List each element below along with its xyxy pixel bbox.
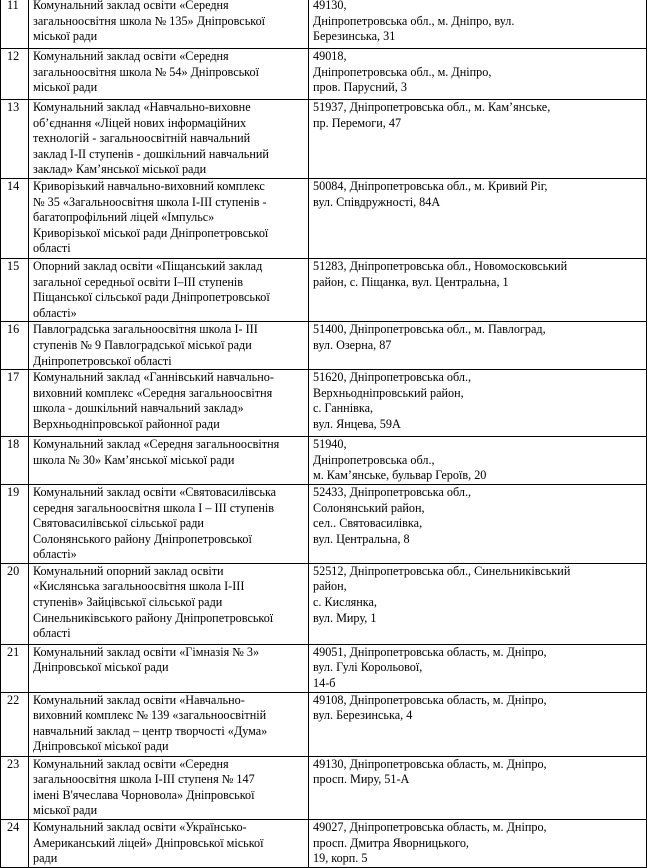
- school-address-line: 49051, Дніпропетровська область, м. Дніпро,: [313, 644, 547, 659]
- school-address-line: 49108, Дніпропетровська область, м. Дніпро,: [313, 692, 547, 707]
- school-address-line: пров. Парусний, 3: [313, 80, 407, 95]
- school-name-line: області: [33, 241, 71, 256]
- school-name-line: технологій - загальноосвітній навчальний: [33, 131, 251, 146]
- school-name-line: Павлоградська загальноосвітня школа І- ІІІ: [33, 322, 258, 337]
- school-name-line: області: [33, 626, 71, 641]
- school-name-line: Дніпровської міської ради: [33, 739, 169, 754]
- school-name-line: Комунальний заклад освіти «Середня: [33, 756, 229, 771]
- table-row: [1, 437, 647, 485]
- school-name-line: імені В'ячеслава Чорновола» Дніпровської: [33, 787, 255, 802]
- school-address-line: район, с. Піщанка, вул. Центральна, 1: [313, 274, 509, 289]
- school-name-line: Комунальний заклад освіти «Святовасилівська: [33, 484, 277, 499]
- table-row: [1, 370, 647, 437]
- school-name-line: № 35 «Загальноосвітня школа І-ІІІ ступенів -: [33, 194, 267, 209]
- school-address-cell: [309, 100, 647, 179]
- school-name-cell: [29, 756, 309, 819]
- school-address-line: Березинська, 31: [313, 29, 396, 44]
- table-row: [1, 484, 647, 563]
- school-name-line: виховний комплекс № 139 «загальноосвітній: [33, 708, 267, 723]
- school-address-line: Верхньодніпровський район,: [313, 385, 464, 400]
- school-address-line: вул. Співдружності, 84А: [313, 194, 441, 209]
- school-name-line: школа № 30» Кам’янської міської ради: [33, 452, 235, 467]
- school-address-line: м. Кам’янське, бульвар Героїв, 20: [313, 468, 487, 483]
- school-name-line: Криворізький навчально-виховний комплекс: [33, 178, 265, 193]
- school-address-cell: [309, 178, 647, 258]
- table-row: [1, 49, 647, 100]
- school-address-line: вул. Янцева, 59А: [313, 416, 401, 431]
- school-name-line: Американський ліцей» Дніпровської міської: [33, 835, 264, 850]
- row-number: 17: [1, 370, 29, 437]
- school-address-line: 19, корп. 5: [313, 851, 368, 866]
- school-address-line: район,: [313, 579, 347, 594]
- school-name-cell: [29, 692, 309, 756]
- school-name-line: Синельниківського району Дніпропетровської: [33, 610, 274, 625]
- table-row: [1, 820, 647, 868]
- table-row: [1, 692, 647, 756]
- school-name-line: Опорний заклад освіти «Піщанський заклад: [33, 258, 263, 273]
- school-address-line: 51283, Дніпропетровська обл., Новомосковський: [313, 258, 568, 273]
- school-address-line: вул. Гулі Корольової,: [313, 660, 423, 675]
- table-row: [1, 178, 647, 258]
- school-name-cell: [29, 437, 309, 485]
- school-name-line: середня загальноосвітня школа І – ІІІ ступенів: [33, 500, 275, 515]
- school-name-line: Дніпропетровської області: [33, 353, 172, 368]
- school-address-cell: [309, 370, 647, 437]
- row-number: 23: [1, 756, 29, 819]
- school-name-line: Криворізької міської ради Дніпропетровської: [33, 225, 269, 240]
- school-name-line: міської ради: [33, 803, 98, 818]
- row-number: 21: [1, 644, 29, 692]
- school-address-line: просп. Миру, 51-А: [313, 772, 410, 787]
- school-name-cell: [29, 820, 309, 868]
- school-name-line: Комунальний заклад освіти «Середня: [33, 49, 229, 63]
- school-address-line: 49130, Дніпропетровська область, м. Дніпро,: [313, 756, 547, 771]
- school-name-line: багатопрофільний ліцей «Імпульс»: [33, 210, 215, 225]
- school-address-cell: [309, 484, 647, 563]
- school-name-line: об’єднання «Ліцей нових інформаційних: [33, 115, 247, 130]
- table-row: [1, 644, 647, 692]
- school-address-line: Дніпропетровська обл., м. Дніпро,: [313, 64, 492, 79]
- school-address-cell: [309, 563, 647, 644]
- school-name-line: Комунальний заклад освіти «Навчально-: [33, 692, 245, 707]
- school-address-cell: [309, 49, 647, 100]
- school-address-cell: [309, 437, 647, 485]
- table-row: [1, 756, 647, 819]
- row-number: 18: [1, 437, 29, 485]
- school-address-line: 51620, Дніпропетровська обл.,: [313, 370, 472, 385]
- school-name-line: Святовасилівської сільської ради: [33, 516, 204, 531]
- school-name-line: області»: [33, 305, 77, 320]
- school-address-line: вул. Березинська, 4: [313, 708, 413, 723]
- school-name-line: ради: [33, 851, 58, 866]
- school-address-line: 49027, Дніпропетровська область, м. Дніпро,: [313, 820, 547, 835]
- school-address-line: 14-б: [313, 676, 336, 691]
- school-name-cell: [29, 100, 309, 179]
- school-address-cell: [309, 0, 647, 49]
- school-name-line: ступенів № 9 Павлоградської міської ради: [33, 337, 252, 352]
- school-address-cell: [309, 820, 647, 868]
- row-number: 20: [1, 563, 29, 644]
- table-row: [1, 100, 647, 179]
- school-address-line: вул. Центральна, 8: [313, 531, 410, 546]
- school-name-line: області»: [33, 547, 77, 562]
- school-address-cell: [309, 692, 647, 756]
- school-name-line: Комунальний опорний заклад освіти: [33, 563, 224, 578]
- school-name-line: міської ради: [33, 80, 98, 95]
- school-name-line: загальної середньої освіти І–ІІІ ступенів: [33, 274, 244, 289]
- school-address-line: Солонянський район,: [313, 500, 425, 515]
- school-name-line: Комунальний заклад освіти «Гімназія № 3»: [33, 644, 260, 659]
- school-address-line: Дніпропетровська обл., м. Дніпро, вул.: [313, 13, 515, 28]
- school-address-line: с. Ганнівка,: [313, 401, 374, 416]
- school-name-line: ступенів» Зайцівської сільської ради: [33, 595, 223, 610]
- row-number: 19: [1, 484, 29, 563]
- school-address-line: 52433, Дніпропетровська обл.,: [313, 484, 472, 499]
- school-name-cell: [29, 258, 309, 321]
- school-name-line: загальноосвітня школа № 135» Дніпровської: [33, 13, 266, 28]
- school-name-cell: [29, 484, 309, 563]
- table-row: [1, 322, 647, 370]
- school-name-line: Верхньодніпровської районної ради: [33, 416, 220, 431]
- row-number: 13: [1, 100, 29, 179]
- school-name-line: Комунальний заклад освіти «Середня: [33, 0, 229, 12]
- school-address-cell: [309, 756, 647, 819]
- school-address-line: вул. Озерна, 87: [313, 337, 392, 352]
- school-name-cell: [29, 644, 309, 692]
- row-number: 14: [1, 178, 29, 258]
- school-name-line: заклад I-II ступенів - дошкільний навчальний: [33, 146, 269, 161]
- school-name-cell: [29, 563, 309, 644]
- school-name-line: виховний комплекс «Середня загальноосвітня: [33, 385, 273, 400]
- row-number: 16: [1, 322, 29, 370]
- school-address-line: просп. Дмитра Яворницького,: [313, 835, 469, 850]
- school-name-line: загальноосвітня школа № 54» Дніпровської: [33, 64, 259, 79]
- school-name-line: Комунальний заклад «Навчально-виховне: [33, 100, 251, 114]
- school-address-line: 51400, Дніпропетровська обл., м. Павлоград,: [313, 322, 546, 337]
- school-name-line: міської ради: [33, 29, 98, 44]
- row-number: 22: [1, 692, 29, 756]
- school-name-line: Дніпровської міської ради: [33, 660, 169, 675]
- row-number: 15: [1, 258, 29, 321]
- school-name-line: «Кислянська загальноосвітня школа I-III: [33, 579, 245, 594]
- school-name-line: Піщанської сільської ради Дніпропетровської: [33, 290, 270, 305]
- row-number: 11: [1, 0, 29, 49]
- school-name-line: Солонянського району Дніпропетровської: [33, 531, 252, 546]
- school-name-line: Комунальний заклад освіти «Українсько-: [33, 820, 247, 835]
- table-row: [1, 563, 647, 644]
- table-row: [1, 0, 647, 49]
- school-address-line: 52512, Дніпропетровська обл., Синельниківський: [313, 563, 571, 578]
- school-name-line: школа - дошкільний навчальний заклад»: [33, 401, 244, 416]
- school-address-line: пр. Перемоги, 47: [313, 115, 402, 130]
- school-name-cell: [29, 49, 309, 100]
- school-name-cell: [29, 0, 309, 49]
- school-address-cell: [309, 644, 647, 692]
- school-name-cell: [29, 178, 309, 258]
- school-name-line: заклад» Кам’янської міської ради: [33, 162, 207, 177]
- school-name-line: загальноосвітня школа І-ІІІ ступеня № 147: [33, 772, 255, 787]
- school-address-line: 50084, Дніпропетровська обл., м. Кривий Ріг,: [313, 178, 548, 193]
- school-address-line: сел.. Святовасилівка,: [313, 516, 423, 531]
- school-address-line: 51940,: [313, 437, 347, 452]
- school-address-cell: [309, 258, 647, 321]
- table-row: [1, 258, 647, 321]
- row-number: 12: [1, 49, 29, 100]
- school-name-line: Комунальний заклад «Ганнівський навчально-: [33, 370, 274, 385]
- school-address-cell: [309, 322, 647, 370]
- school-name-cell: [29, 370, 309, 437]
- school-name-line: Комунальний заклад «Середня загальноосвітня: [33, 437, 280, 452]
- school-address-line: 49018,: [313, 49, 347, 63]
- school-address-line: с. Кислянка,: [313, 595, 377, 610]
- school-address-line: 51937, Дніпропетровська обл., м. Кам’янське,: [313, 100, 551, 114]
- school-address-line: Дніпропетровська обл.,: [313, 452, 435, 467]
- school-address-line: вул. Миру, 1: [313, 610, 377, 625]
- row-number: 24: [1, 820, 29, 868]
- schools-table-body: [1, 0, 647, 867]
- school-name-cell: [29, 322, 309, 370]
- school-address-line: 49130,: [313, 0, 347, 12]
- school-name-line: навчальний заклад – центр творчості «Дума»: [33, 723, 268, 738]
